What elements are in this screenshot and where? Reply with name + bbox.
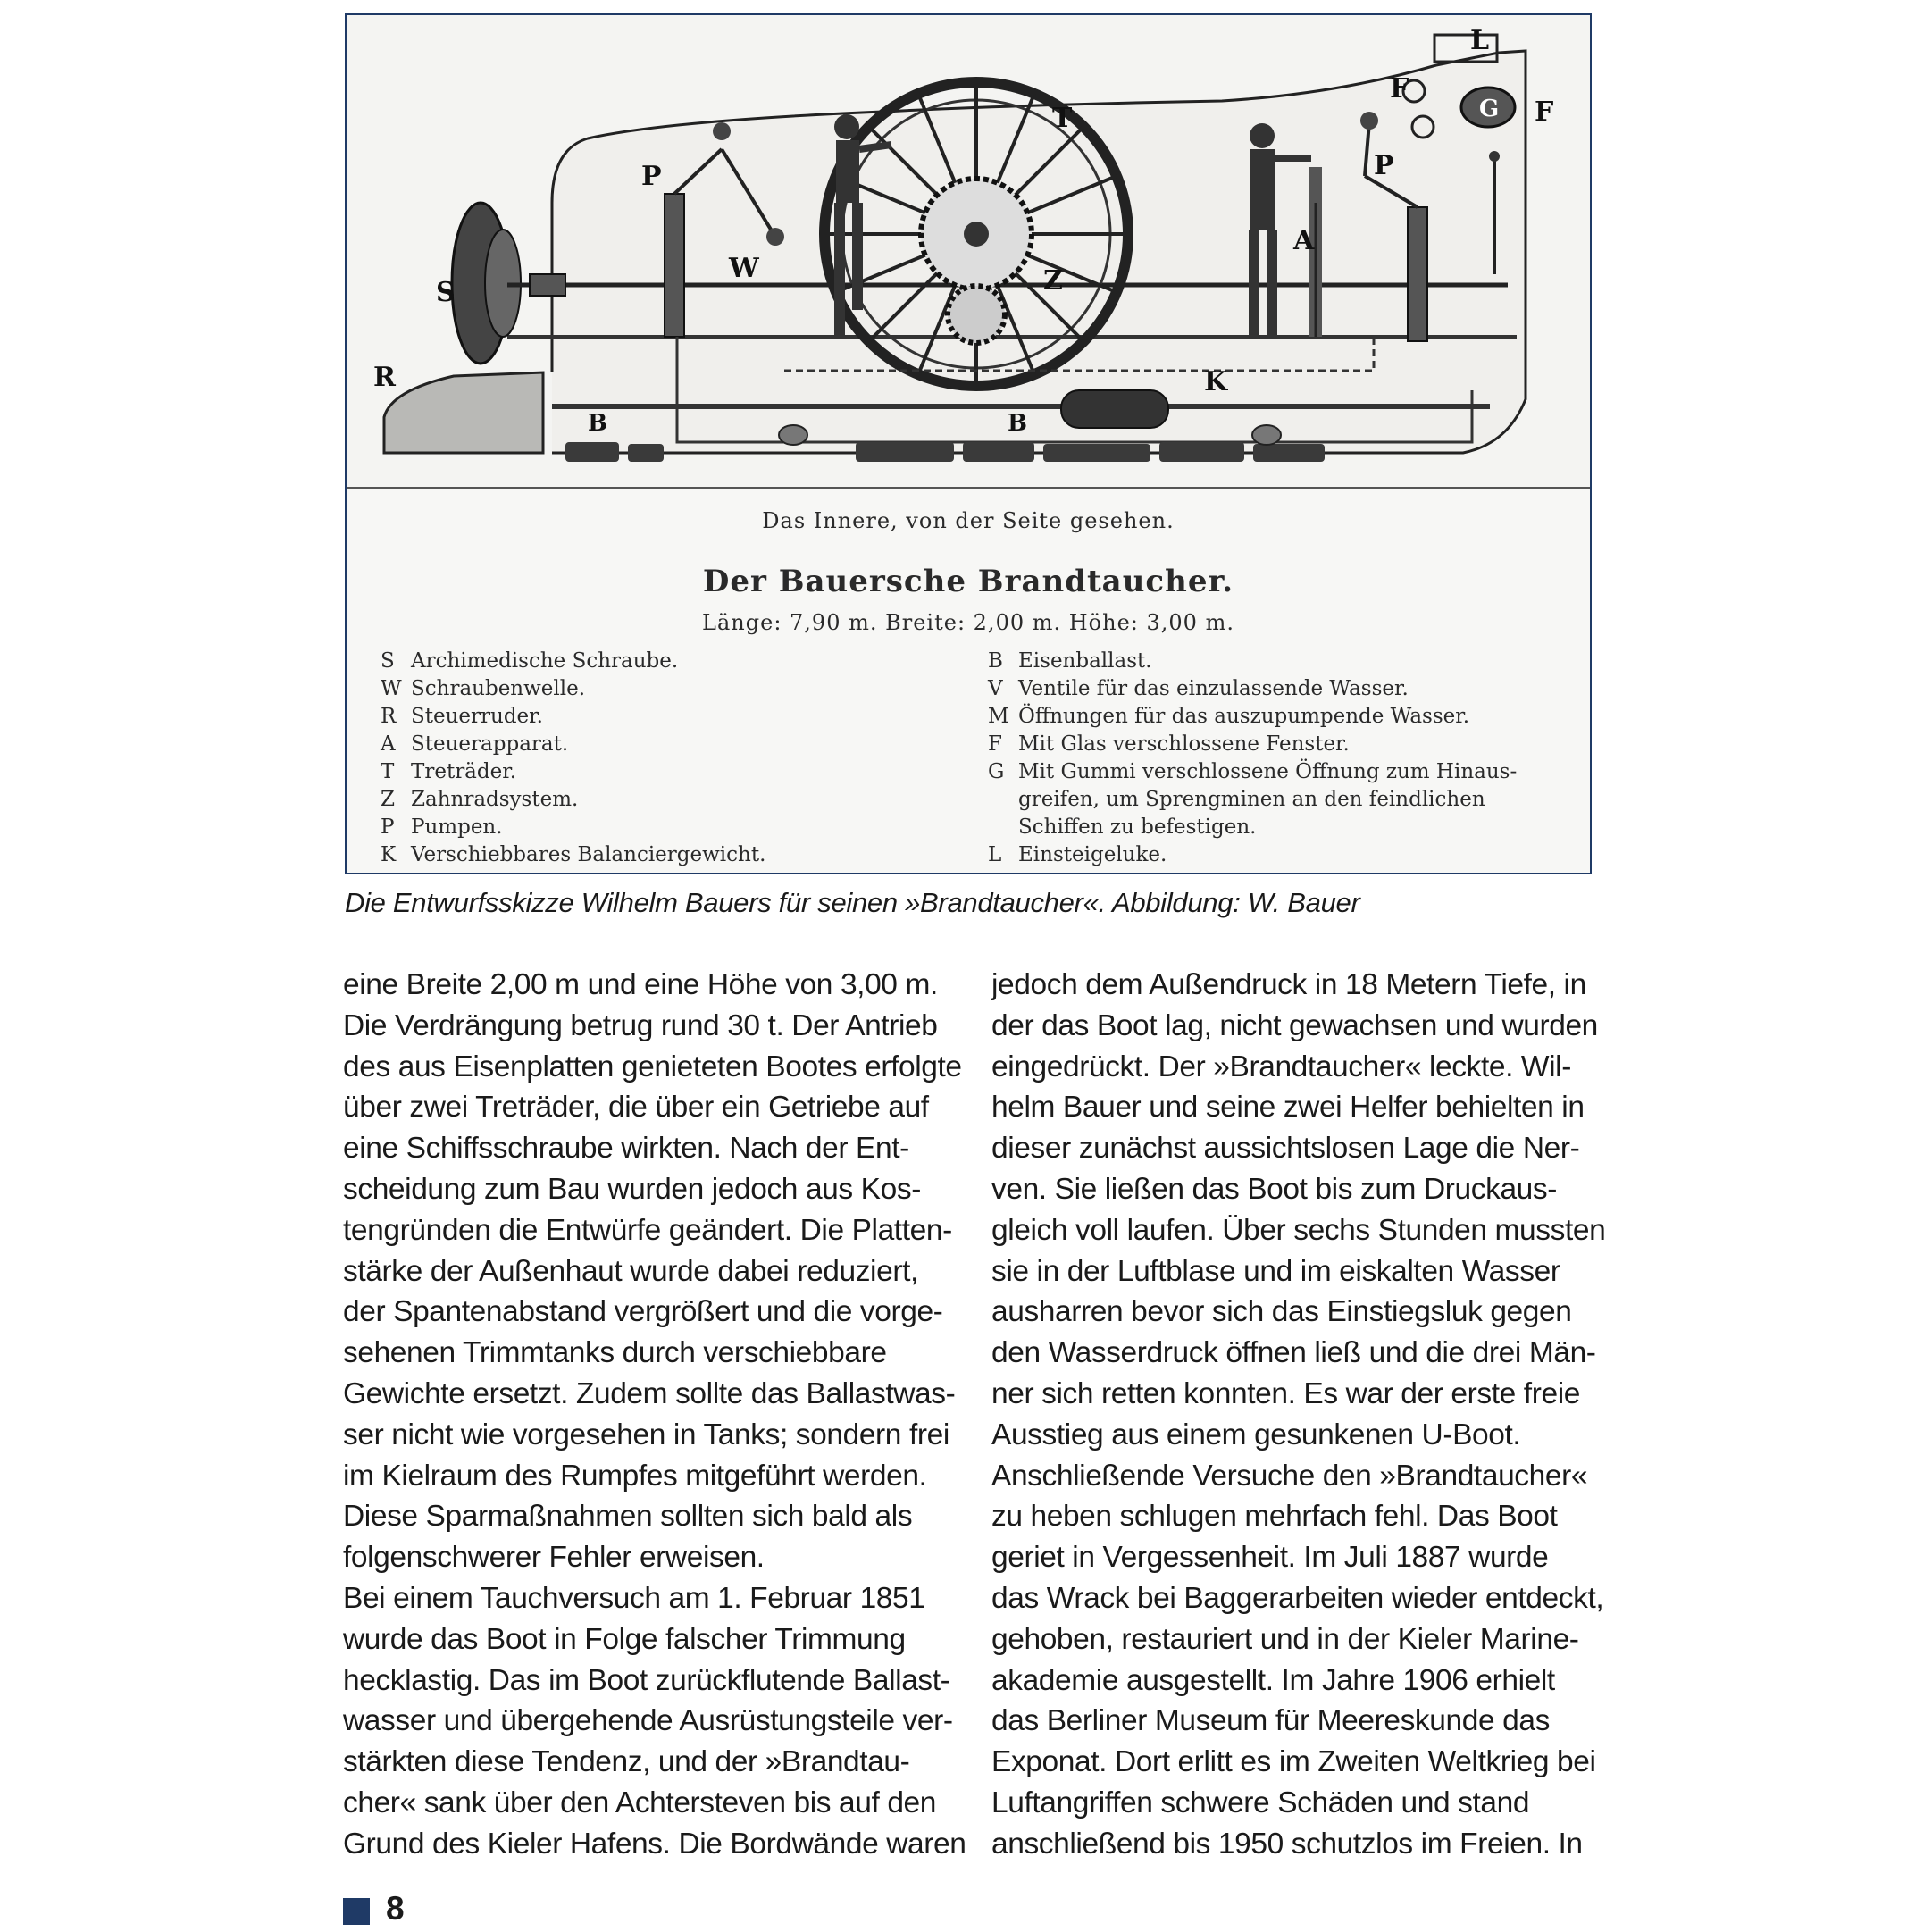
legend-row xyxy=(381,814,952,841)
legend-key: V xyxy=(988,677,1003,700)
text-column-right xyxy=(991,965,1608,1865)
text-line: der das Boot lag, nicht gewachsen und wurden xyxy=(991,1008,1598,1042)
pump-top-knob-right xyxy=(1360,112,1378,130)
label-s: S xyxy=(436,277,456,308)
legend-text: Schiffen zu befestigen. xyxy=(1018,815,1257,839)
text-line: stärke der Außenhaut wurde dabei reduziert, xyxy=(343,1254,918,1288)
legend-row xyxy=(381,841,952,869)
legend-row xyxy=(988,814,1560,841)
figure-title: Der Bauersche Brandtaucher. xyxy=(702,564,1234,599)
label-w: W xyxy=(729,253,759,284)
text-line: der Spantenabstand vergrößert und die vorge- xyxy=(343,1295,943,1329)
figure-divider xyxy=(347,487,1590,489)
text-line: das Wrack bei Baggerarbeiten wieder entdeckt, xyxy=(991,1581,1604,1615)
legend-key: W xyxy=(381,677,402,700)
text-line: folgenschwerer Fehler erweisen. xyxy=(343,1541,765,1575)
legend-key: Z xyxy=(381,788,395,811)
balance-weight xyxy=(1061,390,1168,428)
valve-knob xyxy=(1489,151,1500,162)
figure-legend-area xyxy=(347,487,1590,873)
legend-key: T xyxy=(381,760,395,783)
label-p-left: P xyxy=(641,161,662,192)
text-line: Grund des Kieler Hafens. Die Bordwände waren xyxy=(343,1827,966,1861)
text-line: Die Verdrängung betrug rund 30 t. Der Antrieb xyxy=(343,1008,938,1042)
legend-text: Mit Gummi verschlossene Öffnung zum Hinaus- xyxy=(1018,760,1518,783)
text-line: den Wasserdruck öffnen ließ und die drei Män- xyxy=(991,1336,1596,1370)
text-line: Bei einem Tauchversuch am 1. Februar 1851 xyxy=(343,1581,925,1615)
hull-outline xyxy=(552,51,1526,453)
legend-key: P xyxy=(381,815,395,839)
text-line: wurde das Boot in Folge falscher Trimmung xyxy=(343,1622,906,1656)
text-line: zu heben schlugen mehrfach fehl. Das Boot xyxy=(991,1500,1558,1534)
legend-row xyxy=(381,786,952,814)
legend-row xyxy=(381,703,952,731)
legend-text: Treträder. xyxy=(411,760,517,783)
label-b-mid: B xyxy=(1008,410,1027,437)
label-z: Z xyxy=(1043,265,1063,297)
shaft-coupling xyxy=(530,274,565,296)
text-line: stärkten diese Tendenz, und der »Brandtau- xyxy=(343,1745,910,1779)
legend-key: G xyxy=(988,760,1005,783)
label-f-right: F xyxy=(1535,96,1554,128)
legend-text: Steuerruder. xyxy=(411,705,543,728)
label-l: L xyxy=(1470,25,1490,56)
legend-row xyxy=(988,841,1560,869)
legend-text: Steuerapparat. xyxy=(411,732,569,756)
legend-row xyxy=(381,648,952,675)
legend-text: Mit Glas verschlossene Fenster. xyxy=(1018,732,1350,756)
text-line: Luftangriffen schwere Schäden und stand xyxy=(991,1786,1530,1819)
figure-dimensions: Länge: 7,90 m. Breite: 2,00 m. Höhe: 3,00 m. xyxy=(702,610,1234,635)
legend-text: Verschiebbares Balanciergewicht. xyxy=(411,843,766,866)
legend-text: Schraubenwelle. xyxy=(411,677,586,700)
text-line: anschließend bis 1950 schutzlos im Freien. In xyxy=(991,1827,1583,1861)
text-line: ausharren bevor sich das Einstiegsluk gegen xyxy=(991,1295,1572,1329)
legend-row xyxy=(988,731,1560,758)
text-line: sie in der Luftblase und im eiskalten Wasser xyxy=(991,1254,1560,1288)
text-line: Diese Sparmaßnahmen sollten sich bald als xyxy=(343,1500,913,1534)
text-line: das Berliner Museum für Meereskunde das xyxy=(991,1704,1550,1738)
pump-knob-left xyxy=(766,228,784,246)
figure-caption: Die Entwurfsskizze Wilhelm Bauers für seinen »Brandtaucher«. Abbildung: W. Bauer xyxy=(345,887,1360,918)
text-line: jedoch dem Außendruck in 18 Metern Tiefe, in xyxy=(991,968,1586,1001)
text-line: gehoben, restauriert und in der Kieler Marine- xyxy=(991,1622,1579,1656)
text-line: helm Bauer und seine zwei Helfer behielten in xyxy=(991,1091,1585,1125)
valve-opening-left xyxy=(779,425,807,445)
legend-row xyxy=(381,758,952,786)
text-column-left xyxy=(343,965,966,1865)
text-line: des aus Eisenplatten genieteten Bootes erfolgte xyxy=(343,1050,962,1083)
text-line: hecklastig. Das im Boot zurückflutende Ballast- xyxy=(343,1663,950,1697)
label-g: G xyxy=(1479,96,1500,122)
legend-key: B xyxy=(988,649,1003,673)
page-number: 8 xyxy=(386,1890,405,1927)
legend-text: Eisenballast. xyxy=(1018,649,1152,673)
rudder xyxy=(384,372,543,453)
text-line: Gewichte ersetzt. Zudem sollte das Ballastwas- xyxy=(343,1376,956,1410)
label-p-right: P xyxy=(1374,150,1394,181)
figure-frame xyxy=(345,13,1592,874)
legend-key: L xyxy=(988,843,1002,866)
submarine-cross-section-drawing xyxy=(347,15,1590,487)
text-line: Exponat. Dort erlitt es im Zweiten Weltkrieg bei xyxy=(991,1745,1596,1779)
gear-hub xyxy=(964,222,989,247)
text-line: im Kielraum des Rumpfes mitgeführt werden. xyxy=(343,1459,927,1493)
text-line: gleich voll laufen. Über sechs Stunden mussten xyxy=(991,1213,1606,1247)
legend-row xyxy=(381,675,952,703)
legend-row xyxy=(988,758,1560,786)
text-line: scheidung zum Bau wurden jedoch aus Kos- xyxy=(343,1172,921,1206)
legend-text: Zahnradsystem. xyxy=(411,788,579,811)
text-line: geriet in Vergessenheit. Im Juli 1887 wurde xyxy=(991,1541,1549,1575)
valve-opening-right xyxy=(1252,425,1281,445)
legend-text: Einsteigeluke. xyxy=(1018,843,1167,866)
text-line: über zwei Treträder, die über ein Getriebe auf xyxy=(343,1091,929,1125)
text-line: sehenen Trimmtanks durch verschiebbare xyxy=(343,1336,887,1370)
legend-right-column xyxy=(988,648,1560,869)
pump-right xyxy=(1408,207,1427,341)
legend-row xyxy=(988,786,1560,814)
legend-row xyxy=(988,703,1560,731)
label-f-top: F xyxy=(1390,73,1409,105)
pump-top-knob-left xyxy=(713,122,731,140)
text-line: eingedrückt. Der »Brandtaucher« leckte. Wil- xyxy=(991,1050,1571,1083)
gear-small xyxy=(948,286,1005,343)
label-a: A xyxy=(1293,225,1315,256)
text-line: ser nicht wie vorgesehen in Tanks; sondern frei xyxy=(343,1418,949,1451)
pump-left xyxy=(665,194,684,337)
legend-text: Ventile für das einzulassende Wasser. xyxy=(1018,677,1409,700)
legend-key: K xyxy=(381,843,397,866)
legend-row xyxy=(988,675,1560,703)
text-line: cher« sank über den Achtersteven bis auf den xyxy=(343,1786,937,1819)
text-line: ner sich retten konnten. Es war der erste freie xyxy=(991,1376,1580,1410)
legend-text: Archimedische Schraube. xyxy=(411,649,679,673)
legend-text: Öffnungen für das auszupumpende Wasser. xyxy=(1018,705,1470,728)
page-marker-square xyxy=(343,1898,370,1925)
label-b-left: B xyxy=(588,410,607,437)
label-k: K xyxy=(1204,366,1228,397)
text-line: eine Schiffsschraube wirkten. Nach der Ent- xyxy=(343,1132,909,1166)
legend-text: greifen, um Sprengminen an den feindlichen xyxy=(1018,788,1485,811)
legend-left-column xyxy=(381,648,952,869)
legend-key: A xyxy=(381,732,396,756)
text-line: ven. Sie ließen das Boot bis zum Druckaus- xyxy=(991,1172,1558,1206)
label-r: R xyxy=(373,362,396,393)
legend-key: M xyxy=(988,705,1009,728)
text-line: eine Breite 2,00 m und eine Höhe von 3,00 m. xyxy=(343,968,938,1001)
legend-row xyxy=(381,731,952,758)
text-line: dieser zunächst aussichtslosen Lage die Ner- xyxy=(991,1132,1580,1166)
text-line: tengründen die Entwürfe geändert. Die Platten- xyxy=(343,1213,952,1247)
legend-key: R xyxy=(381,705,397,728)
legend-row xyxy=(988,648,1560,675)
label-t: T xyxy=(1052,103,1073,134)
legend-text: Pumpen. xyxy=(411,815,503,839)
text-line: Ausstieg aus einem gesunkenen U-Boot. xyxy=(991,1418,1521,1451)
text-line: Anschließende Versuche den »Brandtaucher« xyxy=(991,1459,1588,1493)
text-line: akademie ausgestellt. Im Jahre 1906 erhielt xyxy=(991,1663,1555,1697)
legend-key: S xyxy=(381,649,395,673)
legend-key: F xyxy=(988,732,1002,756)
text-line: wasser und übergehende Ausrüstungsteile ver- xyxy=(343,1704,953,1738)
figure-subtitle: Das Innere, von der Seite gesehen. xyxy=(762,508,1175,533)
